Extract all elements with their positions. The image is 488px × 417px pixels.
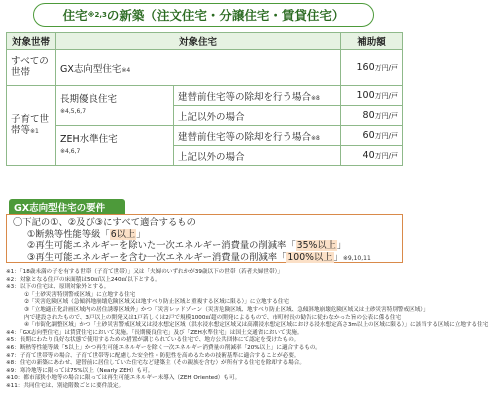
household-child: 子育て世帯等※1 <box>7 86 56 166</box>
header-household: 対象世帯 <box>7 33 56 50</box>
household-all: すべての世帯 <box>7 50 56 86</box>
footnote: ※3：以下の住宅は、原則対象外とする。 <box>6 284 110 291</box>
requirements-box <box>6 214 403 263</box>
footnote: ※11：共同住宅は、別途階数ごとに要件設定。 <box>6 382 125 389</box>
page-title: 住宅 ※2,3 の新築（注文住宅・分譲住宅・賃貸住宅） <box>33 3 374 27</box>
footnote: ③「立地適正化計画区域内の居住誘導区域外」かつ「災害レッドゾーン（災害危険区域、地すべり防止区域、急傾斜地崩壊危険区域又は土砂災害特別警戒区域）」 <box>24 306 429 313</box>
subsidy-table <box>6 32 403 166</box>
footnote: ②「災害危険区域（急傾斜地崩壊危険区域又は地すべり防止区域と重複する区域に限る）」に立地する住宅 <box>24 299 290 306</box>
footnote: ※6：断熱等性能等級「5以上」かつ再生可能エネルギーを除く一次エネルギー消費量の削減率「20%以上」に適合するもの。 <box>6 344 321 351</box>
table-row <box>7 50 403 86</box>
house-gx: GX志向型住宅※4 <box>56 50 341 86</box>
footnotes <box>6 269 488 391</box>
header-amount: 補助額 <box>341 33 403 50</box>
amount-long-a: 100万円/戸 <box>341 86 403 106</box>
footnote: ※4：「GX志向型住宅」は賃貸住宅において実施。「長期優良住宅」及び「ZEH水準住宅」は国土交通省において実施。 <box>6 329 303 336</box>
requirement-1: ①断熱等性能等級「6以上」 <box>27 228 146 240</box>
table-header-row <box>7 33 403 50</box>
footnote: ※10：都市部狭小地等の場合に限っては再生可能エネルギー未導入（ZEH Oriented）も可。 <box>6 375 241 382</box>
footnote: ※7：子育て世帯等の場合、子育て世帯等に配慮した安全性・防犯性を高めるための技術基準に適合することが必要。 <box>6 352 300 359</box>
footnote: ※2：対象となる住戸の床面積は50㎡以上240㎡以下とする。 <box>6 276 161 283</box>
footnote: ※8：住宅の新築にあわせ、建替前に居住していた住宅など建築主（その親族を含む）が所有する住宅を除却する場合。 <box>6 360 305 367</box>
footnote: ※1：「18歳未満の子を有する世帯（子育て世帯）」又は「夫婦のいずれかが39歳以下の世帯（若者夫婦世帯）」 <box>6 269 283 275</box>
cond-long-a: 建替前住宅等の除却を行う場合※8 <box>174 86 341 106</box>
requirements-intro: 〇下記の①、②及び③にすべて適合するもの <box>13 217 196 228</box>
footnote: 内で建設されたもので、3戸以上の開発又は1戸若しくは2戸で規模1000㎡超の開発によるもので、市町村長の勧告に従わなかった旨の公表に係る住宅 <box>24 314 402 321</box>
footnote: ※5：長期にわたり良好な状態で使用するための措置が講じられている住宅で、地方公共団体にて認定を受けたもの。 <box>6 337 300 344</box>
cond-long-b: 上記以外の場合 <box>174 106 341 126</box>
table-row <box>7 86 403 106</box>
header-house: 対象住宅 <box>56 33 341 50</box>
footnote: ※9：寒冷地等に限っては75%以上（Nearly ZEH）も可。 <box>6 367 154 374</box>
amount-long-b: 80万円/戸 <box>341 106 403 126</box>
amount-zeh-a: 60万円/戸 <box>341 126 403 146</box>
cond-zeh-a: 建替前住宅等の除却を行う場合※8 <box>174 126 341 146</box>
amount-zeh-b: 40万円/戸 <box>341 146 403 166</box>
footnote: ①「土砂災害特別警戒区域」に立地する住宅 <box>24 291 136 298</box>
footnote: ④「市街化調整区域」かつ「土砂災害警戒区域又は浸水想定区域（洪水浸水想定区域又は高潮浸水想定区域における浸水想定高さ3m以上の区域に限る）」に該当する区域に立地する住宅 <box>24 322 488 329</box>
house-long: 長期優良住宅 ※4,5,6,7 <box>56 86 174 126</box>
requirement-3: ③再生可能エネルギーを含む一次エネルギー消費量の削減率「100%以上」※9,10,11 <box>27 251 371 263</box>
amount-gx: 160万円/戸 <box>341 50 403 86</box>
table-row <box>7 126 403 146</box>
requirements-heading: GX志向型住宅の要件 <box>9 199 125 214</box>
house-zeh: ZEH水準住宅 ※4,6,7 <box>56 126 174 166</box>
cond-zeh-b: 上記以外の場合 <box>174 146 341 166</box>
requirement-2: ②再生可能エネルギーを除いた一次エネルギー消費量の削減率「35%以上」 <box>27 240 347 251</box>
